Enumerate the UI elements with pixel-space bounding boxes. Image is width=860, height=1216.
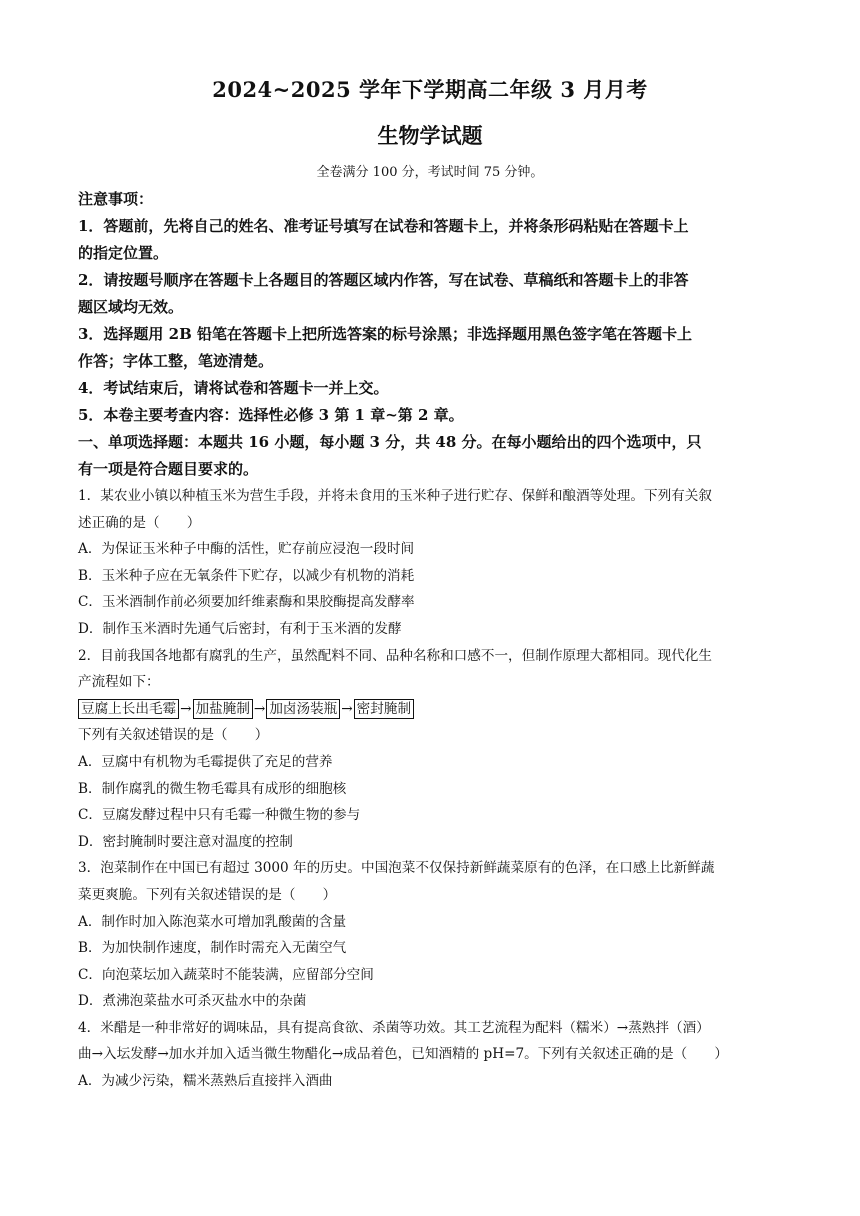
option-a: A．为保证玉米种子中酶的活性，贮存前应浸泡一段时间 <box>78 541 415 558</box>
option-c: C．豆腐发酵过程中只有毛霉一种微生物的参与 <box>78 807 361 824</box>
section-line: 有一项是符合题目要求的。 <box>78 460 259 478</box>
notice-line: 题区域均无效。 <box>78 298 184 316</box>
exam-subject: 生物学试题 <box>377 123 483 148</box>
option-a: A．豆腐中有机物为毛霉提供了充足的营养 <box>78 753 333 770</box>
option-d: D．煮沸泡菜盐水可杀灭盐水中的杂菌 <box>78 993 307 1010</box>
process-flow <box>78 696 786 723</box>
notice-line: 2．请按题号顺序在答题卡上各题目的答题区域内作答，写在试卷、草稿纸和答题卡上的非答 <box>78 271 689 289</box>
question-stem: 产流程如下： <box>78 674 160 691</box>
question-stem: 述正确的是（ ） <box>78 514 201 531</box>
flow-step: 加盐腌制 <box>193 699 253 719</box>
exam-body <box>78 186 786 1095</box>
question-3 <box>78 855 786 1015</box>
section-line: 一、单项选择题：本题共 16 小题，每小题 3 分，共 48 分。在每小题给出的四个选项中，只 <box>78 433 702 451</box>
notice-line: 1．答题前，先将自己的姓名、准考证号填写在试卷和答题卡上，并将条形码粘贴在答题卡上 <box>78 217 689 235</box>
flow-step: 豆腐上长出毛霉 <box>78 699 179 719</box>
question-prompt: 下列有关叙述错误的是（ ） <box>78 727 269 744</box>
question-stem: 4．米醋是一种非常好的调味品，具有提高食欲、杀菌等功效。其工艺流程为配料（糯米）→蒸熟拌（酒） <box>78 1019 710 1036</box>
notice-line: 4．考试结束后，请将试卷和答题卡一并上交。 <box>78 379 389 397</box>
flow-arrow: → <box>180 701 192 718</box>
flow-arrow: → <box>253 701 266 718</box>
exam-title: 2024~2025 学年下学期高二年级 3 月月考 <box>212 77 648 102</box>
notice-block <box>78 186 786 429</box>
option-a: A．制作时加入陈泡菜水可增加乳酸菌的含量 <box>78 913 347 930</box>
question-2 <box>78 643 786 856</box>
notice-line: 5．本卷主要考查内容：选择性必修 3 第 1 章~第 2 章。 <box>78 406 464 424</box>
option-b: B．玉米种子应在无氧条件下贮存，以减少有机物的消耗 <box>78 567 415 584</box>
question-stem: 曲→入坛发酵→加水并加入适当微生物醋化→成品着色，已知酒精的 pH=7。下列有关叙述正确的是（ ） <box>78 1046 729 1063</box>
exam-info: 全卷满分 100 分，考试时间 75 分钟。 <box>316 165 544 180</box>
option-a: A．为减少污染，糯米蒸熟后直接拌入酒曲 <box>78 1073 333 1090</box>
option-c: C．玉米酒制作前必须要加纤维素酶和果胶酶提高发酵率 <box>78 594 415 611</box>
question-1 <box>78 483 786 643</box>
notice-heading: 注意事项： <box>78 190 154 208</box>
notice-line: 的指定位置。 <box>78 244 169 262</box>
option-d: D．制作玉米酒时先通气后密封，有利于玉米酒的发酵 <box>78 620 402 637</box>
question-stem: 1．某农业小镇以种植玉米为营生手段，并将未食用的玉米种子进行贮存、保鲜和酿酒等处理。下列有关叙 <box>78 488 712 504</box>
question-4 <box>78 1015 786 1095</box>
option-b: B．制作腐乳的微生物毛霉具有成形的细胞核 <box>78 780 347 797</box>
option-d: D．密封腌制时要注意对温度的控制 <box>78 833 293 850</box>
notice-line: 作答；字体工整，笔迹清楚。 <box>78 352 274 370</box>
flow-arrow: → <box>341 701 353 718</box>
question-stem: 菜更爽脆。下列有关叙述错误的是（ ） <box>78 886 337 903</box>
option-c: C．向泡菜坛加入蔬菜时不能装满，应留部分空间 <box>78 966 374 983</box>
section-heading <box>78 429 786 483</box>
question-stem: 2．目前我国各地都有腐乳的生产，虽然配料不同、品种名称和口感不一，但制作原理大都相同。现代化生 <box>78 647 712 664</box>
question-stem: 3．泡菜制作在中国已有超过 3000 年的历史。中国泡菜不仅保持新鲜蔬菜原有的色泽，在口感上比新鲜蔬 <box>78 860 715 877</box>
flow-step: 加卤汤装瓶 <box>266 699 340 719</box>
option-b: B．为加快制作速度，制作时需充入无菌空气 <box>78 940 347 957</box>
flow-step: 密封腌制 <box>354 699 414 719</box>
notice-line: 3．选择题用 2B 铅笔在答题卡上把所选答案的标号涂黑；非选择题用黑色签字笔在答题卡上 <box>78 325 693 343</box>
